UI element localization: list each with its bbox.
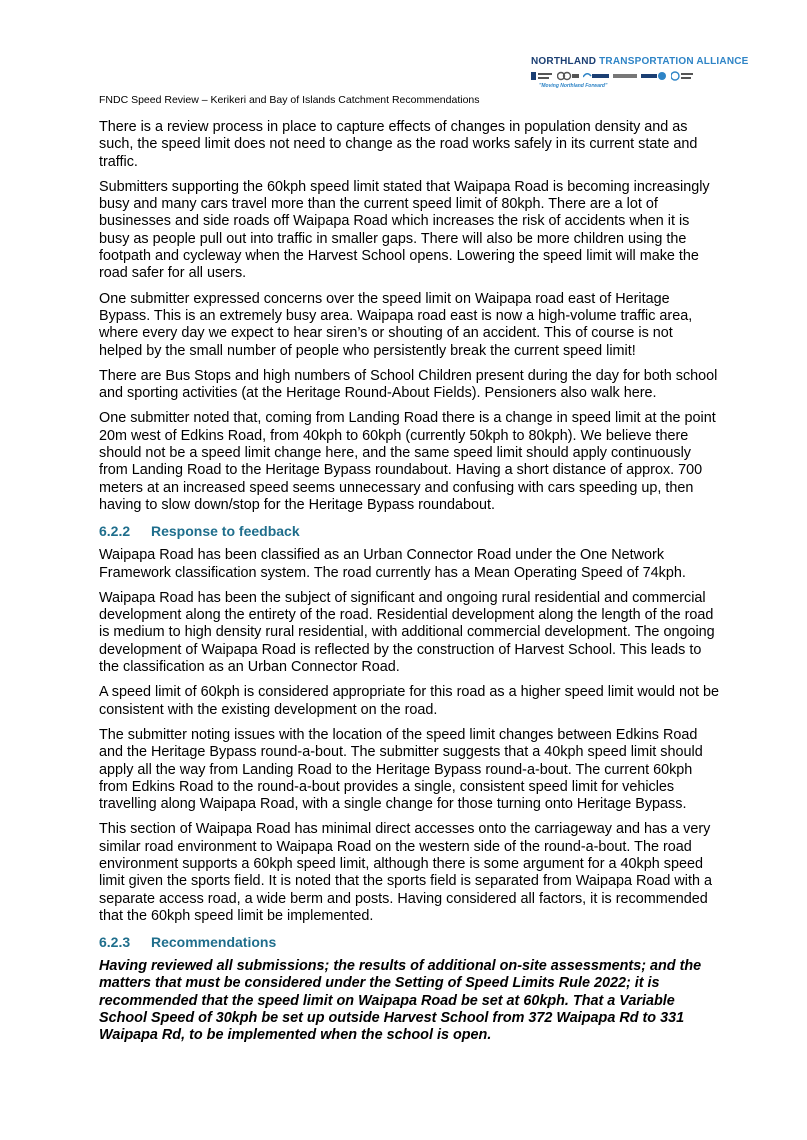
section-number: 6.2.3 (99, 934, 131, 951)
body-paragraph: Waipapa Road has been the subject of significant and ongoing rural residential and commercial development along the entirety of the road. Residential development along the length of the road is medium to high density rural residential, with additional commercial development. The ongoing development of Waipapa Road is reflected by the construction of Harvest School. This leads to the classification as an Urban Connector Road. (99, 589, 715, 676)
whangarei-district-logo-icon (583, 71, 609, 81)
body-paragraph: Waipapa Road has been classified as an Urban Connector Road under the One Network Framework classification system. The road currently has a Mean Operating Speed of 74kph. (99, 547, 686, 581)
section-number: 6.2.2 (99, 523, 131, 540)
body-paragraph: One submitter expressed concerns over the speed limit on Waipapa road east of Heritage Bypass. This is an extremely busy area. Waipapa road east is now a high-volume traffic area, where every day we expect to hear siren’s or shouting of an accident. This of course is not helped by the small number of people who persistently break the current speed limit! (99, 290, 693, 359)
far-north-district-logo-icon (613, 71, 637, 81)
body-paragraph: A speed limit of 60kph is considered appropriate for this road as a higher speed limit would not be consistent with the existing development on the road. (99, 684, 719, 718)
recommendation-statement: Having reviewed all submissions; the results of additional on-site assessments; and the matters that must be considered under the Setting of Speed Limits Rule 2022; it is recommended that the speed limit on Waipapa Road be set at 60kph. That a Variable School Speed of 30kph be set up outside Harvest School from 372 Waipapa Rd to 331 Waipapa Rd, to be implemented when the school is open. (99, 958, 702, 1044)
alliance-logo (531, 56, 749, 96)
section-title: Response to feedback (151, 523, 300, 540)
logo-title-part2: TRANSPORTATION ALLIANCE (599, 56, 749, 67)
nz-transport-agency-logo-icon (531, 71, 553, 81)
partner-logos (531, 70, 706, 82)
running-header: FNDC Speed Review – Kerikeri and Bay of Islands Catchment Recommendations (99, 94, 480, 106)
body-paragraph: The submitter noting issues with the location of the speed limit changes between Edkins Road and the Heritage Bypass round-a-bout. The submitter suggests that a 40kph speed limit should apply all the way from Landing Road to the Heritage Bypass round-a-bout. The current 60kph from Edkins Road to the round-a-bout provides a single, consistent speed limit for vehicles travelling along Waipapa Road, with a single change for those turning onto Heritage Bypass. (99, 726, 703, 813)
section-title: Recommendations (151, 934, 277, 951)
waka-kotahi-logo-icon (671, 71, 693, 81)
logo-tagline: "Moving Northland Forward" (539, 83, 608, 89)
kaipara-district-logo-icon (557, 71, 579, 81)
body-paragraph: There is a review process in place to capture effects of changes in population density and as such, the speed limit does not need to change as the road works safely in its current state and traffic. (99, 119, 698, 170)
body-paragraph: Submitters supporting the 60kph speed limit stated that Waipapa Road is becoming increasingly busy and many cars travel more than the current speed limit of 80kph. There are a lot of businesses and side roads off Waipapa Road which increases the risk of accidents when it is busy as people pull out into traffic in smaller gaps. There will also be more children using the footpath and cycleway when the Harvest School opens. Lowering the speed limit will make the road safer for all users. (99, 178, 710, 282)
logo-title (531, 56, 749, 68)
section-heading-recommendations (99, 934, 719, 951)
body-paragraph: This section of Waipapa Road has minimal direct accesses onto the carriageway and has a very similar road environment to Waipapa Road on the western side of the round-a-bout. The road environment supports a 60kph speed limit, although there is some argument for a 40kph speed limit given the sports field. It is noted that the sports field is separated from Waipapa Road with a separate access road, a wide berm and posts. Having considered all factors, it is recommended that the 60kph speed limit be implemented. (99, 821, 712, 924)
body-paragraph: One submitter noted that, coming from Landing Road there is a change in speed limit at the point 20m west of Edkins Road, from 40kph to 60kph (currently 50kph to 80kph). We believe there should not be a speed limit change here, and the same speed limit should apply continuously from Landing Road to the Heritage Bypass roundabout. Having a short distance of approx. 700 meters at an increased speed seems unnecessary and confusing with cars speeding up, then having to slow down/stop for the Heritage Bypass roundabout. (99, 410, 716, 513)
body-paragraph: There are Bus Stops and high numbers of School Children present during the day for both school and sporting activities (at the Heritage Round-About Fields). Pensioners also walk here. (99, 367, 718, 402)
section-heading-response (99, 523, 719, 540)
document-body (99, 119, 719, 1045)
northland-regional-logo-icon (641, 71, 667, 81)
logo-title-part1: NORTHLAND (531, 56, 597, 67)
